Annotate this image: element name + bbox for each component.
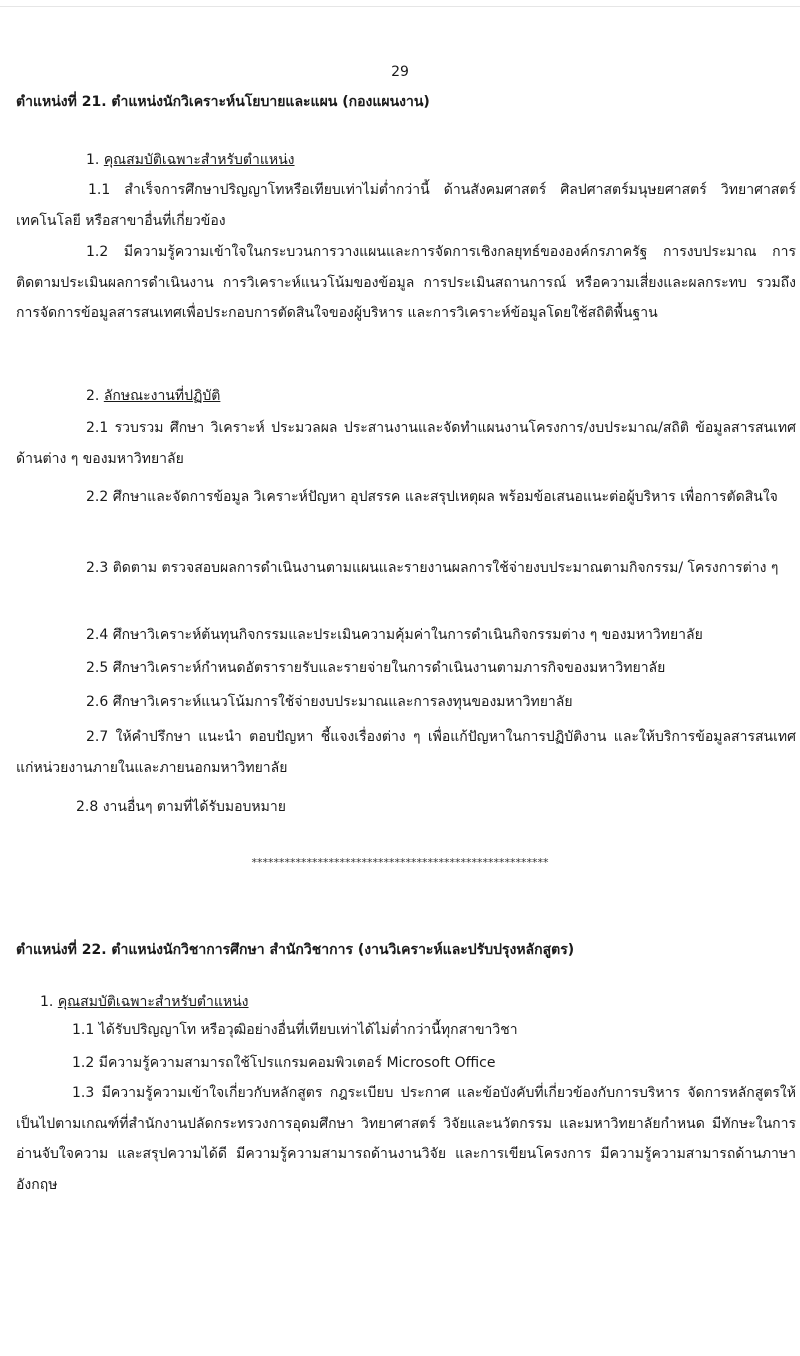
position-22-title: ตำแหน่งที่ 22. ตำแหน่งนักวิชาการศึกษา สำนักวิชาการ (งานวิเคราะห์และปรับปรุงหลักสูตร) — [16, 942, 575, 958]
scan-edge — [0, 6, 800, 7]
section-separator: ****************************************************** — [251, 856, 549, 869]
position-21-item-1-1: 1.1 สำเร็จการศึกษาปริญญาโทหรือเทียบเท่าไม่ต่ำกว่านี้ ด้านสังคมศาสตร์ ศิลปศาสตร์มนุษยศาสตร์ วิทยาศาสตร์ เทคโนโลยี หรือสาขาอื่นที่เกี่ยวข้อง — [16, 182, 796, 229]
position-21-item-2-6: 2.6 ศึกษาวิเคราะห์แนวโน้มการใช้จ่ายงบประมาณและการลงทุนของมหาวิทยาลัย — [86, 694, 573, 710]
position-21-item-2-4: 2.4 ศึกษาวิเคราะห์ต้นทุนกิจกรรมและประเมินความคุ้มค่าในการดำเนินกิจกรรมต่าง ๆ ของมหาวิทยาลัย — [86, 627, 703, 643]
position-21-item-2-5: 2.5 ศึกษาวิเคราะห์กำหนดอัตรารายรับและรายจ่ายในการดำเนินงานตามภารกิจของมหาวิทยาลัย — [86, 660, 666, 676]
position-22-item-1-1: 1.1 ได้รับปริญญาโท หรือวุฒิอย่างอื่นที่เทียบเท่าได้ไม่ต่ำกว่านี้ทุกสาขาวิชา — [72, 1022, 518, 1038]
position-21-item-2-2: 2.2 ศึกษาและจัดการข้อมูล วิเคราะห์ปัญหา อุปสรรค และสรุปเหตุผล พร้อมข้อเสนอแนะต่อผู้บริหาร เพื่อการตัดสินใจ — [86, 489, 778, 505]
position-22-item-1-2: 1.2 มีความรู้ความสามารถใช้โปรแกรมคอมพิวเตอร์ Microsoft Office — [72, 1055, 496, 1071]
page-number: 29 — [391, 64, 409, 80]
position-22-qualifications-heading: 1. คุณสมบัติเฉพาะสำหรับตำแหน่ง — [40, 994, 249, 1010]
position-21-title: ตำแหน่งที่ 21. ตำแหน่งนักวิเคราะห์นโยบายและแผน (กองแผนงาน) — [16, 94, 430, 110]
position-21-item-2-7: 2.7 ให้คำปรึกษา แนะนำ ตอบปัญหา ชี้แจงเรื่องต่าง ๆ เพื่อแก้ปัญหาในการปฏิบัติงาน และให้บริการข้อมูลสารสนเทศ แก่หน่วยงานภายในและภายนอกมหาวิทยาลัย — [16, 729, 796, 776]
position-21-duties-heading: 2. ลักษณะงานที่ปฏิบัติ — [86, 388, 221, 404]
position-21-item-1-2: 1.2 มีความรู้ความเข้าใจในกระบวนการวางแผนและการจัดการเชิงกลยุทธ์ขององค์กรภาครัฐ การงบประมาณ การติดตามประเมินผลการดำเนินงาน การวิเคราะห์แนวโน้มของข้อมูล การประเมินสถานการณ์ หรือความเสี่ยงและผลกระทบ รวมถึงการจัดการข้อมูลสารสนเทศเพื่อประกอบการตัดสินใจของผู้บริหาร และการวิเคราะห์ข้อมูลโดยใช้สถิติพื้นฐาน — [16, 244, 796, 321]
position-21-item-2-3: 2.3 ติดตาม ตรวจสอบผลการดำเนินงานตามแผนและรายงานผลการใช้จ่ายงบประมาณตามกิจกรรม/ โครงการต่าง ๆ — [86, 560, 779, 576]
position-21-item-2-8: 2.8 งานอื่นๆ ตามที่ได้รับมอบหมาย — [76, 799, 286, 815]
position-22-item-1-3: 1.3 มีความรู้ความเข้าใจเกี่ยวกับหลักสูตร กฎระเบียบ ประกาศ และข้อบังคับที่เกี่ยวข้องกับการบริหาร จัดการหลักสูตรให้เป็นไปตามเกณฑ์ที่สำนักงานปลัดกระทรวงการอุดมศึกษา วิทยาศาสตร์ วิจัยและนวัตกรรม และมหาวิทยาลัยกำหนด มีทักษะในการอ่านจับใจความ และสรุปความได้ดี มีความรู้ความสามารถด้านงานวิจัย และการเขียนโครงการ มีความรู้ความสามารถด้านภาษาอังกฤษ — [16, 1085, 796, 1193]
position-21-item-2-1: 2.1 รวบรวม ศึกษา วิเคราะห์ ประมวลผล ประสานงานและจัดทำแผนงานโครงการ/งบประมาณ/สถิติ ข้อมูลสารสนเทศด้านต่าง ๆ ของมหาวิทยาลัย — [16, 420, 796, 467]
position-21-qualifications-heading: 1. คุณสมบัติเฉพาะสำหรับตำแหน่ง — [86, 152, 295, 168]
